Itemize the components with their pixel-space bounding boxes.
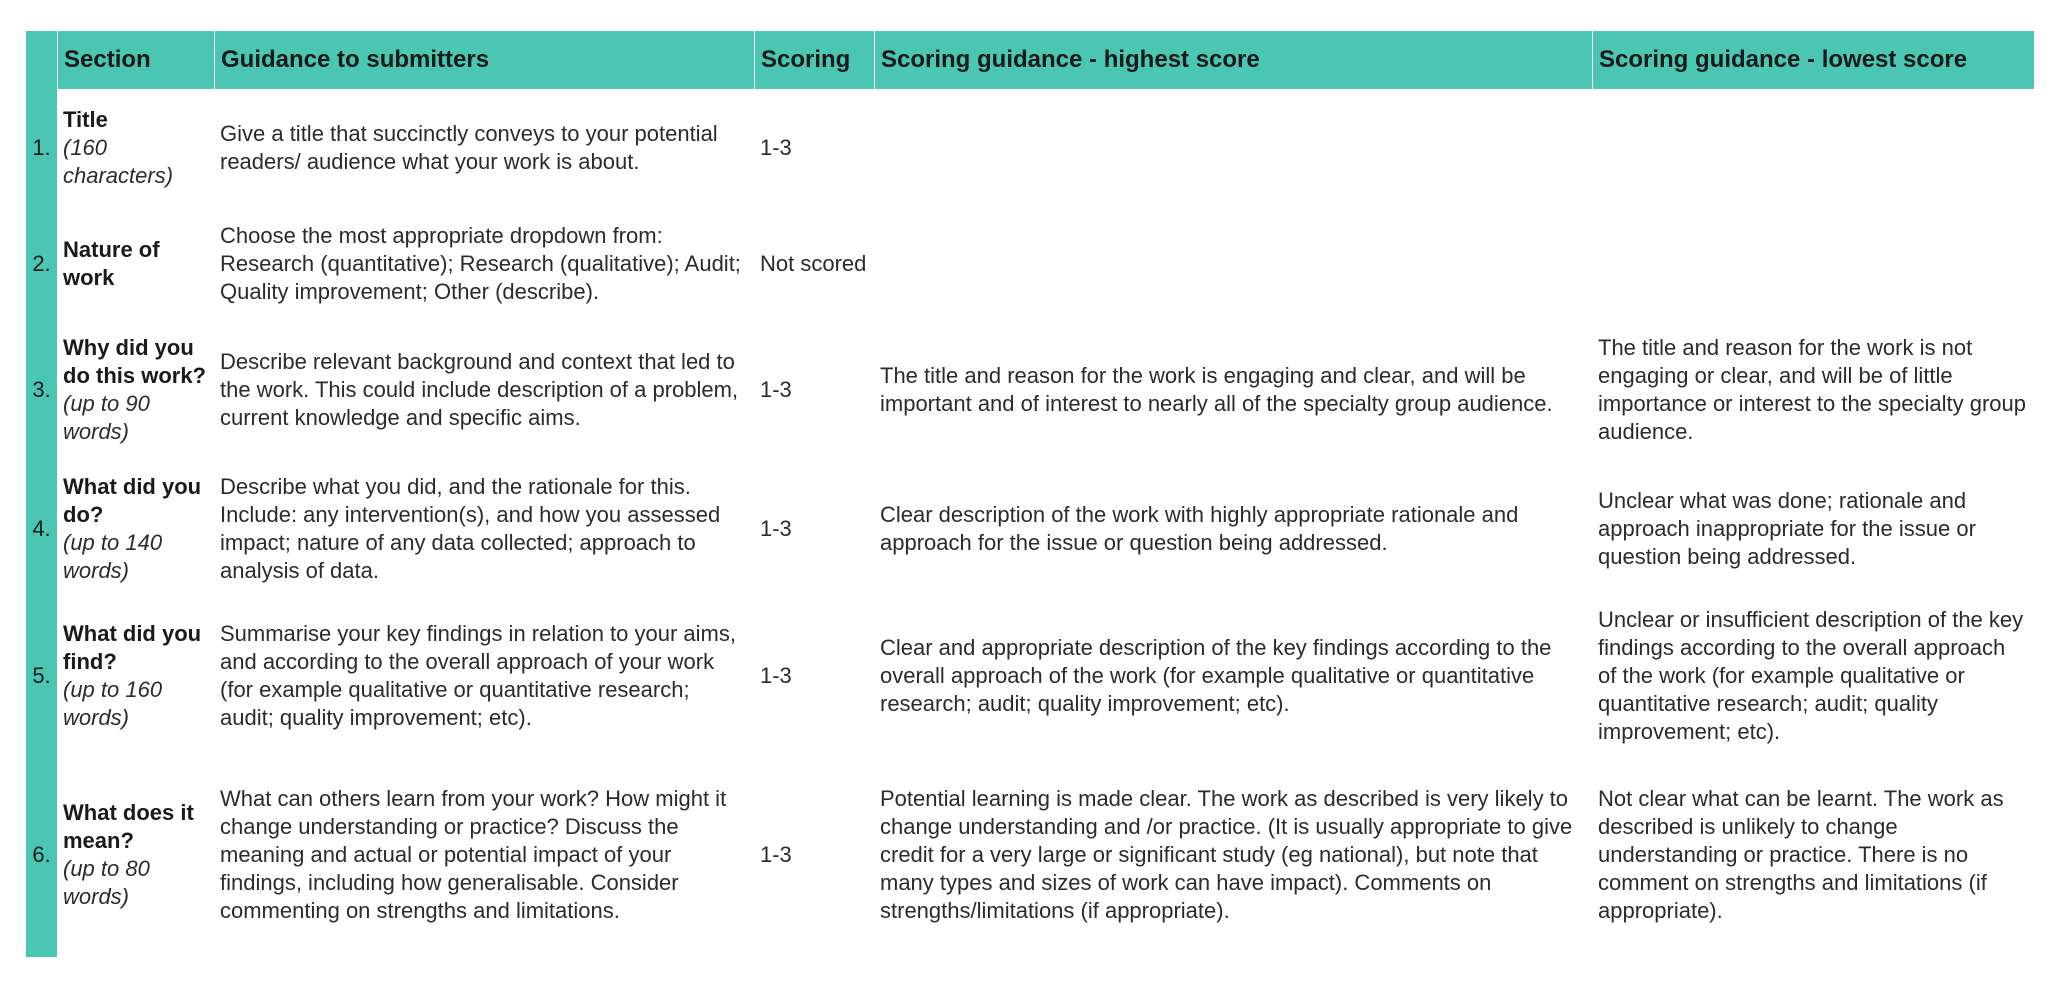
guidance-cell: Summarise your key findings in relation to your aims, and according to the overall approach of your work (for example qualitative or quantitative research; audit; quality improvement; etc).	[220, 620, 736, 730]
header-number	[26, 31, 57, 89]
row-number: 4.	[26, 459, 57, 599]
highest-score-cell: Potential learning is made clear. The work as described is very likely to change understanding and /or practice. (It is usually appropriate to give credit for a very large or significant study (eg national), but note that many types and sizes of work can have impact). Comments on strengths/limitations (if appropriate).	[880, 785, 1573, 923]
guidance-cell: Describe relevant background and context that led to the work. This could include description of a problem, current knowledge and specific aims.	[220, 349, 739, 430]
guidance-cell: Choose the most appropriate dropdown from: Research (quantitative); Research (qualitative); Audit; Quality improvement; Other (describe).	[220, 223, 741, 304]
section-limit: (160 characters)	[63, 135, 174, 188]
highest-score-cell	[874, 207, 1592, 321]
scoring-table	[26, 31, 2034, 957]
section-title: Why did you do this work?	[63, 335, 206, 388]
scoring-cell: Not scored	[760, 251, 867, 276]
lowest-score-cell: Unclear what was done; rationale and approach inappropriate for the issue or question being addressed.	[1598, 488, 1976, 569]
lowest-score-cell	[1592, 89, 2034, 207]
lowest-score-cell: Unclear or insufficient description of the key findings according to the overall approach of the work (for example qualitative or quantitative research; audit; quality improvement; etc).	[1598, 606, 2024, 744]
section-limit: (up to 80 words)	[63, 855, 150, 909]
lowest-score-cell: The title and reason for the work is not engaging or clear, and will be of little importance or interest to the specialty group audience.	[1598, 335, 2027, 444]
section-limit: (up to 140 words)	[63, 530, 163, 583]
header-lowest-score: Scoring guidance - lowest score	[1592, 31, 2034, 89]
section-cell	[57, 459, 214, 599]
row-number: 6.	[26, 752, 57, 957]
scoring-cell: 1-3	[760, 841, 792, 867]
section-cell	[57, 207, 214, 321]
scoring-cell: 1-3	[760, 662, 792, 688]
row-number: 3.	[26, 321, 57, 459]
lowest-score-cell	[1592, 207, 2034, 321]
lowest-score-cell: Not clear what can be learnt. The work as described is unlikely to change understanding or practice. There is no comment on strengths and limitations (if appropriate).	[1598, 785, 2004, 923]
section-limit: (up to 160 words)	[63, 676, 163, 730]
row-number: 5.	[26, 599, 57, 752]
scoring-cell: 1-3	[760, 135, 792, 160]
section-cell	[57, 89, 214, 207]
header-section: Section	[57, 31, 214, 89]
section-cell	[57, 752, 214, 957]
row-number: 2.	[26, 207, 57, 321]
section-title: Title	[63, 107, 108, 132]
highest-score-cell: Clear description of the work with highly appropriate rationale and approach for the issue or question being addressed.	[880, 502, 1519, 555]
section-title: What did you do?	[63, 474, 202, 527]
section-title: What does it mean?	[63, 799, 194, 853]
scoring-cell: 1-3	[760, 377, 792, 402]
section-title: Nature of work	[63, 237, 160, 290]
highest-score-cell: The title and reason for the work is engaging and clear, and will be important and of interest to nearly all of the specialty group audience.	[880, 363, 1553, 416]
header-guidance: Guidance to submitters	[214, 31, 754, 89]
section-title: What did you find?	[63, 620, 202, 674]
header-scoring: Scoring	[754, 31, 874, 89]
scoring-cell: 1-3	[760, 516, 792, 541]
header-highest-score: Scoring guidance - highest score	[874, 31, 1592, 89]
highest-score-cell	[874, 89, 1592, 207]
guidance-cell: What can others learn from your work? How might it change understanding or practice? Discuss the meaning and actual or potential impact of your findings, including how generalisable. Consider commenting on strengths and limitations.	[220, 785, 727, 923]
section-cell	[57, 321, 214, 459]
guidance-cell: Describe what you did, and the rationale for this. Include: any intervention(s), and how you assessed impact; nature of any data collected; approach to analysis of data.	[220, 474, 721, 583]
section-limit: (up to 90 words)	[63, 391, 150, 444]
section-cell	[57, 599, 214, 752]
guidance-cell: Give a title that succinctly conveys to your potential readers/ audience what your work is about.	[220, 121, 718, 174]
row-number: 1.	[26, 89, 57, 207]
highest-score-cell: Clear and appropriate description of the key findings according to the overall approach of the work (for example qualitative or quantitative research; audit; quality improvement; etc).	[880, 634, 1552, 716]
